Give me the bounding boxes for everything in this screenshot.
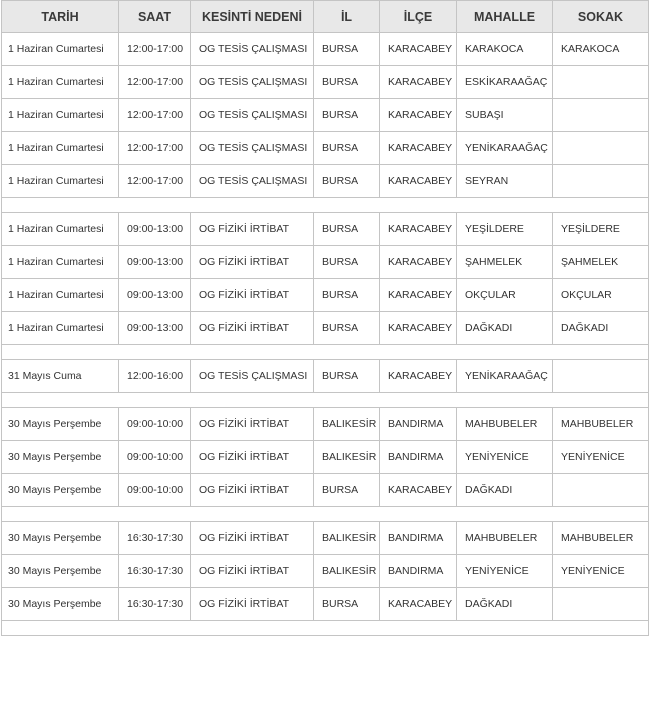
separator-cell [2, 393, 649, 408]
separator-cell [2, 198, 649, 213]
street-cell [553, 165, 649, 198]
street-cell: MAHBUBELER [553, 522, 649, 555]
time-cell: 12:00-17:00 [119, 132, 191, 165]
neighborhood-cell: ESKİKARAAĞAÇ [457, 66, 553, 99]
separator-row [2, 345, 649, 360]
time-cell: 09:00-13:00 [119, 213, 191, 246]
district-cell: KARACABEY [380, 99, 457, 132]
district-cell: BANDIRMA [380, 408, 457, 441]
province-cell: BURSA [314, 66, 380, 99]
time-cell: 09:00-13:00 [119, 312, 191, 345]
reason-cell: OG TESİS ÇALIŞMASI [191, 66, 314, 99]
reason-cell: OG TESİS ÇALIŞMASI [191, 33, 314, 66]
reason-cell: OG FİZİKİ İRTİBAT [191, 555, 314, 588]
province-cell: BURSA [314, 279, 380, 312]
outage-table [1, 0, 649, 636]
province-cell: BURSA [314, 213, 380, 246]
neighborhood-cell: YENİYENİCE [457, 441, 553, 474]
street-cell: DAĞKADI [553, 312, 649, 345]
time-cell: 12:00-17:00 [119, 99, 191, 132]
province-cell: BALIKESİR [314, 408, 380, 441]
province-cell: BURSA [314, 474, 380, 507]
table-row [2, 312, 649, 345]
street-cell: ŞAHMELEK [553, 246, 649, 279]
header-ilce: İLÇE [380, 1, 457, 33]
time-cell: 16:30-17:30 [119, 588, 191, 621]
table-row [2, 555, 649, 588]
date-cell: 30 Mayıs Perşembe [2, 522, 119, 555]
district-cell: KARACABEY [380, 132, 457, 165]
province-cell: BURSA [314, 33, 380, 66]
date-cell: 30 Mayıs Perşembe [2, 408, 119, 441]
district-cell: KARACABEY [380, 279, 457, 312]
table-row [2, 279, 649, 312]
district-cell: KARACABEY [380, 66, 457, 99]
province-cell: BURSA [314, 360, 380, 393]
separator-row [2, 621, 649, 636]
reason-cell: OG TESİS ÇALIŞMASI [191, 165, 314, 198]
separator-cell [2, 507, 649, 522]
date-cell: 31 Mayıs Cuma [2, 360, 119, 393]
table-row [2, 213, 649, 246]
province-cell: BURSA [314, 312, 380, 345]
date-cell: 1 Haziran Cumartesi [2, 33, 119, 66]
time-cell: 16:30-17:30 [119, 522, 191, 555]
table-body [2, 33, 649, 636]
table-row [2, 441, 649, 474]
table-row [2, 66, 649, 99]
province-cell: BALIKESİR [314, 441, 380, 474]
street-cell: YENİYENİCE [553, 441, 649, 474]
table-row [2, 360, 649, 393]
district-cell: KARACABEY [380, 33, 457, 66]
neighborhood-cell: OKÇULAR [457, 279, 553, 312]
separator-cell [2, 345, 649, 360]
date-cell: 1 Haziran Cumartesi [2, 132, 119, 165]
province-cell: BURSA [314, 246, 380, 279]
header-sokak: SOKAK [553, 1, 649, 33]
province-cell: BURSA [314, 132, 380, 165]
district-cell: KARACABEY [380, 165, 457, 198]
time-cell: 12:00-17:00 [119, 33, 191, 66]
table-row [2, 408, 649, 441]
district-cell: KARACABEY [380, 312, 457, 345]
neighborhood-cell: DAĞKADI [457, 474, 553, 507]
neighborhood-cell: YENİKARAAĞAÇ [457, 360, 553, 393]
table-row [2, 474, 649, 507]
header-mahalle: MAHALLE [457, 1, 553, 33]
reason-cell: OG FİZİKİ İRTİBAT [191, 213, 314, 246]
province-cell: BALIKESİR [314, 555, 380, 588]
date-cell: 1 Haziran Cumartesi [2, 312, 119, 345]
street-cell [553, 132, 649, 165]
time-cell: 12:00-17:00 [119, 66, 191, 99]
date-cell: 30 Mayıs Perşembe [2, 474, 119, 507]
neighborhood-cell: MAHBUBELER [457, 408, 553, 441]
reason-cell: OG FİZİKİ İRTİBAT [191, 474, 314, 507]
district-cell: KARACABEY [380, 213, 457, 246]
table-row [2, 165, 649, 198]
street-cell: OKÇULAR [553, 279, 649, 312]
separator-row [2, 198, 649, 213]
table-row [2, 33, 649, 66]
neighborhood-cell: DAĞKADI [457, 588, 553, 621]
table-row [2, 522, 649, 555]
header-saat: SAAT [119, 1, 191, 33]
time-cell: 16:30-17:30 [119, 555, 191, 588]
time-cell: 12:00-16:00 [119, 360, 191, 393]
province-cell: BURSA [314, 588, 380, 621]
province-cell: BURSA [314, 165, 380, 198]
reason-cell: OG TESİS ÇALIŞMASI [191, 132, 314, 165]
date-cell: 1 Haziran Cumartesi [2, 66, 119, 99]
date-cell: 1 Haziran Cumartesi [2, 213, 119, 246]
neighborhood-cell: ŞAHMELEK [457, 246, 553, 279]
header-tarih: TARİH [2, 1, 119, 33]
province-cell: BALIKESİR [314, 522, 380, 555]
table-row [2, 99, 649, 132]
district-cell: KARACABEY [380, 360, 457, 393]
time-cell: 09:00-10:00 [119, 408, 191, 441]
time-cell: 09:00-13:00 [119, 279, 191, 312]
separator-cell [2, 621, 649, 636]
time-cell: 12:00-17:00 [119, 165, 191, 198]
date-cell: 1 Haziran Cumartesi [2, 246, 119, 279]
street-cell: YENİYENİCE [553, 555, 649, 588]
time-cell: 09:00-13:00 [119, 246, 191, 279]
table-row [2, 588, 649, 621]
street-cell: YEŞİLDERE [553, 213, 649, 246]
street-cell [553, 360, 649, 393]
neighborhood-cell: MAHBUBELER [457, 522, 553, 555]
street-cell [553, 474, 649, 507]
reason-cell: OG FİZİKİ İRTİBAT [191, 522, 314, 555]
street-cell: KARAKOCA [553, 33, 649, 66]
street-cell [553, 66, 649, 99]
street-cell: MAHBUBELER [553, 408, 649, 441]
reason-cell: OG FİZİKİ İRTİBAT [191, 312, 314, 345]
neighborhood-cell: KARAKOCA [457, 33, 553, 66]
neighborhood-cell: DAĞKADI [457, 312, 553, 345]
reason-cell: OG TESİS ÇALIŞMASI [191, 360, 314, 393]
province-cell: BURSA [314, 99, 380, 132]
reason-cell: OG FİZİKİ İRTİBAT [191, 408, 314, 441]
street-cell [553, 99, 649, 132]
header-kesinti-nedeni: KESİNTİ NEDENİ [191, 1, 314, 33]
time-cell: 09:00-10:00 [119, 474, 191, 507]
date-cell: 30 Mayıs Perşembe [2, 441, 119, 474]
street-cell [553, 588, 649, 621]
district-cell: KARACABEY [380, 246, 457, 279]
reason-cell: OG TESİS ÇALIŞMASI [191, 99, 314, 132]
date-cell: 1 Haziran Cumartesi [2, 279, 119, 312]
neighborhood-cell: YENİYENİCE [457, 555, 553, 588]
date-cell: 1 Haziran Cumartesi [2, 99, 119, 132]
district-cell: BANDIRMA [380, 555, 457, 588]
district-cell: BANDIRMA [380, 441, 457, 474]
header-il: İL [314, 1, 380, 33]
district-cell: BANDIRMA [380, 522, 457, 555]
neighborhood-cell: SEYRAN [457, 165, 553, 198]
district-cell: KARACABEY [380, 474, 457, 507]
reason-cell: OG FİZİKİ İRTİBAT [191, 441, 314, 474]
district-cell: KARACABEY [380, 588, 457, 621]
header-row [2, 1, 649, 33]
table-row [2, 246, 649, 279]
reason-cell: OG FİZİKİ İRTİBAT [191, 279, 314, 312]
neighborhood-cell: YENİKARAAĞAÇ [457, 132, 553, 165]
separator-row [2, 507, 649, 522]
reason-cell: OG FİZİKİ İRTİBAT [191, 246, 314, 279]
table-row [2, 132, 649, 165]
date-cell: 30 Mayıs Perşembe [2, 588, 119, 621]
neighborhood-cell: YEŞİLDERE [457, 213, 553, 246]
date-cell: 30 Mayıs Perşembe [2, 555, 119, 588]
date-cell: 1 Haziran Cumartesi [2, 165, 119, 198]
separator-row [2, 393, 649, 408]
reason-cell: OG FİZİKİ İRTİBAT [191, 588, 314, 621]
time-cell: 09:00-10:00 [119, 441, 191, 474]
neighborhood-cell: SUBAŞI [457, 99, 553, 132]
